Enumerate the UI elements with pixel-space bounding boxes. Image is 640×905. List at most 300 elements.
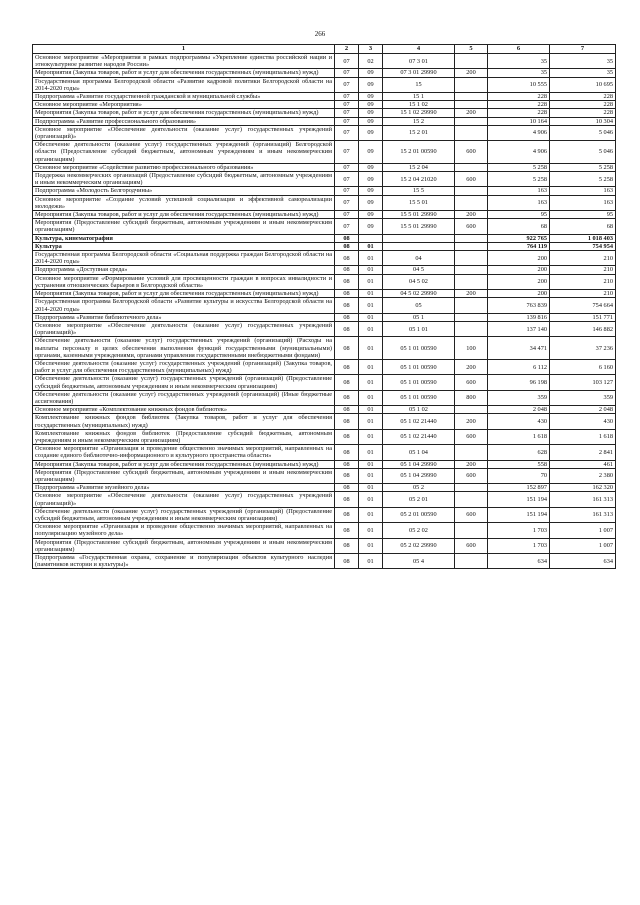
amount-year-1: 558	[488, 460, 550, 468]
column-header: 4	[383, 45, 455, 54]
amount-year-1: 200	[488, 290, 550, 298]
expense-type-code	[455, 163, 488, 171]
table-row	[33, 54, 616, 69]
target-article-code: 15 2 04 21020	[383, 172, 455, 187]
amount-year-1: 922 765	[488, 234, 550, 242]
section-code: 08	[335, 251, 359, 266]
target-article-code: 05 2 01	[383, 492, 455, 507]
amount-year-2: 5 258	[550, 163, 616, 171]
expense-type-code	[455, 77, 488, 92]
amount-year-2: 35	[550, 54, 616, 69]
section-code: 07	[335, 187, 359, 195]
target-article-code: 15 2 01 00590	[383, 141, 455, 164]
amount-year-1: 151 194	[488, 507, 550, 522]
expense-type-code: 200	[455, 359, 488, 374]
expense-type-code: 200	[455, 290, 488, 298]
row-name: Подпрограмма «Доступная среда»	[33, 266, 335, 274]
target-article-code: 05	[383, 298, 455, 313]
row-name: Обеспечение деятельности (оказание услуг) государственных учреждений (организаций) (Закупка товаров, работ и услуг для обеспечения государственных (муниципальных) нужд)	[33, 359, 335, 374]
subsection-code: 01	[359, 321, 383, 336]
row-name: Основное мероприятие «Обеспечение деятельности (оказание услуг) государственных учреждений (организаций)»	[33, 492, 335, 507]
expense-type-code	[455, 54, 488, 69]
subsection-code: 01	[359, 390, 383, 405]
section-code: 07	[335, 101, 359, 109]
section-code: 07	[335, 77, 359, 92]
subsection-code: 01	[359, 523, 383, 538]
subsection-code: 01	[359, 266, 383, 274]
expense-type-code: 200	[455, 109, 488, 117]
row-name: Основное мероприятие «Организация и проведение общественно значимых мероприятий, направленных на создание единого библиотечно-информационного и культурного пространства области»	[33, 445, 335, 460]
row-name: Основное мероприятие «Обеспечение деятельности (оказание услуг) государственных учреждений (организаций)»	[33, 125, 335, 140]
target-article-code: 07 3 01 29990	[383, 69, 455, 77]
subsection-code: 09	[359, 93, 383, 101]
expense-type-code	[455, 234, 488, 242]
subsection-code: 09	[359, 109, 383, 117]
amount-year-1: 68	[488, 219, 550, 234]
target-article-code: 05 1 01 00590	[383, 390, 455, 405]
row-name: Поддержка некоммерческих организаций (Предоставление субсидий бюджетным, автономным учреждениям и иным некоммерческим организациям)	[33, 172, 335, 187]
amount-year-2: 228	[550, 93, 616, 101]
row-name: Мероприятия (Закупка товаров, работ и услуг для обеспечения государственных (муниципальных) нужд)	[33, 211, 335, 219]
column-header: 1	[33, 45, 335, 54]
section-code: 08	[335, 554, 359, 569]
amount-year-1: 35	[488, 54, 550, 69]
row-name: Основное мероприятие «Организация и проведение общественно значимых мероприятий, направленных на популяризацию музейного дела»	[33, 523, 335, 538]
amount-year-1: 634	[488, 554, 550, 569]
table-row	[33, 492, 616, 507]
amount-year-1: 1 703	[488, 538, 550, 553]
section-code: 07	[335, 219, 359, 234]
table-row	[33, 93, 616, 101]
amount-year-1: 1 618	[488, 429, 550, 444]
amount-year-2: 228	[550, 101, 616, 109]
amount-year-2: 146 882	[550, 321, 616, 336]
subsection-code: 01	[359, 468, 383, 483]
section-code: 08	[335, 414, 359, 429]
target-article-code: 15 5 01	[383, 195, 455, 210]
amount-year-2: 163	[550, 195, 616, 210]
expense-type-code	[455, 298, 488, 313]
section-code: 07	[335, 54, 359, 69]
table-row	[33, 187, 616, 195]
subsection-code: 01	[359, 484, 383, 492]
amount-year-1: 228	[488, 101, 550, 109]
section-code: 08	[335, 313, 359, 321]
amount-year-1: 139 816	[488, 313, 550, 321]
amount-year-2: 151 771	[550, 313, 616, 321]
row-name: Мероприятия (Предоставление субсидий бюджетным, автономным учреждениям и иным некоммерческим организациям)	[33, 219, 335, 234]
amount-year-2: 210	[550, 274, 616, 289]
subsection-code: 01	[359, 274, 383, 289]
target-article-code: 05 2 01 00590	[383, 507, 455, 522]
subsection-code: 01	[359, 507, 383, 522]
subsection-code: 09	[359, 219, 383, 234]
expense-type-code: 600	[455, 172, 488, 187]
amount-year-1: 10 555	[488, 77, 550, 92]
amount-year-1: 6 112	[488, 359, 550, 374]
subsection-code: 09	[359, 77, 383, 92]
table-row	[33, 523, 616, 538]
amount-year-2: 2 380	[550, 468, 616, 483]
expense-type-code	[455, 187, 488, 195]
row-name: Государственная программа Белгородской области «Социальная поддержка граждан Белгородской области на 2014-2020 годы»	[33, 251, 335, 266]
section-code: 07	[335, 69, 359, 77]
target-article-code: 05 1 02 21440	[383, 429, 455, 444]
amount-year-2: 210	[550, 290, 616, 298]
subsection-code: 09	[359, 172, 383, 187]
amount-year-1: 764 119	[488, 242, 550, 250]
subsection-code: 09	[359, 125, 383, 140]
table-row	[33, 290, 616, 298]
amount-year-2: 228	[550, 109, 616, 117]
target-article-code: 05 1	[383, 313, 455, 321]
subsection-code: 09	[359, 211, 383, 219]
expense-type-code	[455, 523, 488, 538]
target-article-code: 05 1 02 21440	[383, 414, 455, 429]
row-name: Культура	[33, 242, 335, 250]
amount-year-2: 210	[550, 266, 616, 274]
subsection-code: 01	[359, 492, 383, 507]
row-name: Основное мероприятие «Обеспечение деятельности (оказание услуг) государственных учреждений (организаций)»	[33, 321, 335, 336]
subsection-code: 01	[359, 445, 383, 460]
section-code: 08	[335, 429, 359, 444]
amount-year-1: 152 897	[488, 484, 550, 492]
section-code: 07	[335, 93, 359, 101]
section-code: 08	[335, 390, 359, 405]
amount-year-2: 6 160	[550, 359, 616, 374]
expense-type-code	[455, 313, 488, 321]
subsection-code: 01	[359, 298, 383, 313]
table-row	[33, 390, 616, 405]
table-row	[33, 414, 616, 429]
amount-year-2: 37 236	[550, 337, 616, 360]
column-header: 7	[550, 45, 616, 54]
subsection-code: 09	[359, 187, 383, 195]
row-name: Комплектование книжных фондов библиотек (Предоставление субсидий бюджетным, автономным учреждениям и иным некоммерческим организациям)	[33, 429, 335, 444]
amount-year-2: 10 304	[550, 117, 616, 125]
amount-year-1: 137 140	[488, 321, 550, 336]
section-code: 08	[335, 406, 359, 414]
row-name: Подпрограмма «Развитие государственной гражданской и муниципальной службы»	[33, 93, 335, 101]
amount-year-1: 200	[488, 251, 550, 266]
target-article-code: 05 4	[383, 554, 455, 569]
row-name: Подпрограмма «Молодость Белгородчины»	[33, 187, 335, 195]
target-article-code: 15 1	[383, 93, 455, 101]
section-code: 08	[335, 538, 359, 553]
expense-type-code: 600	[455, 429, 488, 444]
target-article-code: 05 2 02 29990	[383, 538, 455, 553]
table-row	[33, 484, 616, 492]
expense-type-code	[455, 492, 488, 507]
table-row	[33, 538, 616, 553]
amount-year-2: 2 048	[550, 406, 616, 414]
amount-year-2: 754 664	[550, 298, 616, 313]
amount-year-1: 96 198	[488, 375, 550, 390]
subsection-code: 09	[359, 141, 383, 164]
amount-year-2: 634	[550, 554, 616, 569]
row-name: Подпрограмма «Развитие профессионального образования»	[33, 117, 335, 125]
amount-year-1: 763 839	[488, 298, 550, 313]
amount-year-1: 200	[488, 266, 550, 274]
table-row	[33, 337, 616, 360]
row-name: Основное мероприятие «Формирование условий для просвещенности граждан в вопросах инвалидности и устранения отношенческих барьеров в Белгородской области»	[33, 274, 335, 289]
amount-year-2: 5 046	[550, 141, 616, 164]
expense-type-code: 100	[455, 337, 488, 360]
target-article-code: 15 5	[383, 187, 455, 195]
section-code: 08	[335, 234, 359, 242]
amount-year-2: 430	[550, 414, 616, 429]
row-name: Подпрограмма «Развитие музейного дела»	[33, 484, 335, 492]
subsection-code: 01	[359, 406, 383, 414]
target-article-code: 05 1 01 00590	[383, 359, 455, 374]
target-article-code: 15 1 02 29990	[383, 109, 455, 117]
target-article-code: 05 1 04 29990	[383, 460, 455, 468]
row-name: Основное мероприятие «Создание условий успешной социализации и эффективной самореализации молодежи»	[33, 195, 335, 210]
subsection-code: 01	[359, 460, 383, 468]
table-row	[33, 242, 616, 250]
amount-year-1: 35	[488, 69, 550, 77]
row-name: Государственная программа Белгородской области «Развитие культуры и искусства Белгородской области на 2014-2020 годы»	[33, 298, 335, 313]
amount-year-2: 359	[550, 390, 616, 405]
amount-year-2: 1 618	[550, 429, 616, 444]
table-row	[33, 172, 616, 187]
amount-year-2: 1 018 403	[550, 234, 616, 242]
amount-year-2: 103 127	[550, 375, 616, 390]
row-name: Обеспечение деятельности (оказание услуг) государственных учреждений (организаций) (Предоставление субсидий бюджетным, автономным учреждениям и иным некоммерческим организациям)	[33, 375, 335, 390]
page-number: 266	[314, 30, 326, 38]
expense-type-code	[455, 274, 488, 289]
subsection-code	[359, 234, 383, 242]
amount-year-2: 1 007	[550, 538, 616, 553]
amount-year-1: 628	[488, 445, 550, 460]
row-name: Подпрограмма «Развитие библиотечного дела»	[33, 313, 335, 321]
amount-year-1: 430	[488, 414, 550, 429]
target-article-code: 15 5 01 29990	[383, 211, 455, 219]
amount-year-1: 228	[488, 93, 550, 101]
column-header: 2	[335, 45, 359, 54]
expense-type-code	[455, 321, 488, 336]
amount-year-1: 34 471	[488, 337, 550, 360]
section-code: 08	[335, 242, 359, 250]
target-article-code: 05 1 02	[383, 406, 455, 414]
table-row	[33, 445, 616, 460]
table-row	[33, 219, 616, 234]
amount-year-1: 95	[488, 211, 550, 219]
amount-year-1: 5 258	[488, 163, 550, 171]
target-article-code	[383, 234, 455, 242]
subsection-code: 01	[359, 290, 383, 298]
column-header: 3	[359, 45, 383, 54]
expense-type-code	[455, 242, 488, 250]
row-name: Мероприятия (Закупка товаров, работ и услуг для обеспечения государственных (муниципальных) нужд)	[33, 290, 335, 298]
table-row	[33, 313, 616, 321]
amount-year-1: 5 258	[488, 172, 550, 187]
section-code: 07	[335, 125, 359, 140]
subsection-code: 09	[359, 195, 383, 210]
table-row	[33, 375, 616, 390]
target-article-code: 07 3 01	[383, 54, 455, 69]
amount-year-1: 4 906	[488, 125, 550, 140]
target-article-code: 05 1 04	[383, 445, 455, 460]
budget-table	[32, 44, 616, 569]
expense-type-code: 600	[455, 375, 488, 390]
subsection-code: 01	[359, 414, 383, 429]
column-header: 5	[455, 45, 488, 54]
section-code: 07	[335, 172, 359, 187]
row-name: Основное мероприятие «Мероприятия в рамках подпрограммы «Укрепление единства российской нации и этнокультурное развитие народов России»	[33, 54, 335, 69]
row-name: Обеспечение деятельности (оказание услуг) государственных учреждений (организаций) (Иные бюджетные ассигнования)	[33, 390, 335, 405]
target-article-code: 05 1 01 00590	[383, 337, 455, 360]
section-code: 08	[335, 523, 359, 538]
row-name: Мероприятия (Предоставление субсидий бюджетным, автономным учреждениям и иным некоммерческим организациям)	[33, 468, 335, 483]
expense-type-code	[455, 251, 488, 266]
row-name: Подпрограмма «Государственная охрана, сохранение и популяризация объектов культурного наследия (памятников истории и культуры)»	[33, 554, 335, 569]
amount-year-2: 10 695	[550, 77, 616, 92]
target-article-code: 15 2	[383, 117, 455, 125]
amount-year-2: 163	[550, 187, 616, 195]
expense-type-code: 600	[455, 219, 488, 234]
amount-year-2: 161 313	[550, 492, 616, 507]
section-code: 07	[335, 141, 359, 164]
target-article-code: 04 5 02	[383, 274, 455, 289]
section-code: 08	[335, 274, 359, 289]
expense-type-code: 600	[455, 538, 488, 553]
section-code: 07	[335, 109, 359, 117]
amount-year-1: 1 703	[488, 523, 550, 538]
table-row	[33, 141, 616, 164]
amount-year-2: 210	[550, 251, 616, 266]
subsection-code: 01	[359, 359, 383, 374]
section-code: 08	[335, 321, 359, 336]
expense-type-code: 200	[455, 69, 488, 77]
table-row	[33, 406, 616, 414]
amount-year-1: 163	[488, 187, 550, 195]
section-code: 08	[335, 337, 359, 360]
section-code: 07	[335, 195, 359, 210]
table-row	[33, 266, 616, 274]
table-row	[33, 117, 616, 125]
table-row	[33, 251, 616, 266]
row-name: Основное мероприятие «Мероприятия»	[33, 101, 335, 109]
amount-year-2: 1 007	[550, 523, 616, 538]
table-row	[33, 195, 616, 210]
expense-type-code	[455, 484, 488, 492]
amount-year-2: 35	[550, 69, 616, 77]
section-code: 08	[335, 484, 359, 492]
table-row	[33, 101, 616, 109]
subsection-code: 09	[359, 117, 383, 125]
target-article-code	[383, 242, 455, 250]
expense-type-code	[455, 125, 488, 140]
expense-type-code: 800	[455, 390, 488, 405]
amount-year-1: 359	[488, 390, 550, 405]
subsection-code: 09	[359, 69, 383, 77]
table-row	[33, 298, 616, 313]
section-code: 08	[335, 460, 359, 468]
section-code: 08	[335, 375, 359, 390]
expense-type-code: 200	[455, 414, 488, 429]
section-code: 08	[335, 468, 359, 483]
table-row	[33, 359, 616, 374]
row-name: Мероприятия (Закупка товаров, работ и услуг для обеспечения государственных (муниципальных) нужд)	[33, 69, 335, 77]
column-header: 6	[488, 45, 550, 54]
amount-year-1: 151 194	[488, 492, 550, 507]
amount-year-1: 4 906	[488, 141, 550, 164]
section-code: 08	[335, 266, 359, 274]
target-article-code: 04	[383, 251, 455, 266]
target-article-code: 15 2 04	[383, 163, 455, 171]
expense-type-code	[455, 117, 488, 125]
target-article-code: 15 5 01 29990	[383, 219, 455, 234]
table-row	[33, 507, 616, 522]
row-name: Обеспечение деятельности (оказание услуг) государственных учреждений (организаций) Белгородской области (Предоставление субсидий бюджетным, автономным учреждениям и иным некоммерческим организациям)	[33, 141, 335, 164]
table-body	[33, 54, 616, 569]
row-name: Обеспечение деятельности (оказание услуг) государственных учреждений (организаций) (Предоставление субсидий бюджетным, автономным учреждениям и иным некоммерческим организациям)	[33, 507, 335, 522]
target-article-code: 05 1 01 00590	[383, 375, 455, 390]
table-row	[33, 460, 616, 468]
amount-year-2: 5 046	[550, 125, 616, 140]
section-code: 07	[335, 163, 359, 171]
table-row	[33, 211, 616, 219]
amount-year-2: 162 320	[550, 484, 616, 492]
section-code: 08	[335, 507, 359, 522]
section-code: 08	[335, 492, 359, 507]
row-name: Основное мероприятие «Содействие развитию профессионального образования»	[33, 163, 335, 171]
expense-type-code	[455, 445, 488, 460]
row-name: Мероприятия (Закупка товаров, работ и услуг для обеспечения государственных (муниципальных) нужд)	[33, 109, 335, 117]
row-name: Обеспечение деятельности (оказание услуг) государственных учреждений (организаций) (Расходы на выплаты персоналу в целях обеспечения выполнения функций государственными (муниципальными) органами, казенными учреждениями, органами управления государственными внебюджетными фондами)	[33, 337, 335, 360]
table-row	[33, 429, 616, 444]
row-name: Мероприятия (Закупка товаров, работ и услуг для обеспечения государственных (муниципальных) нужд)	[33, 460, 335, 468]
row-name: Культура, кинематография	[33, 234, 335, 242]
target-article-code: 04 5	[383, 266, 455, 274]
target-article-code: 05 1 04 29990	[383, 468, 455, 483]
amount-year-1: 2 048	[488, 406, 550, 414]
subsection-code: 01	[359, 251, 383, 266]
table-header-row	[33, 45, 616, 54]
section-code: 07	[335, 117, 359, 125]
table-row	[33, 109, 616, 117]
expense-type-code	[455, 406, 488, 414]
amount-year-2: 5 258	[550, 172, 616, 187]
expense-type-code: 600	[455, 141, 488, 164]
subsection-code: 01	[359, 538, 383, 553]
subsection-code: 01	[359, 429, 383, 444]
row-name: Основное мероприятие «Комплектование книжных фондов библиотек»	[33, 406, 335, 414]
subsection-code: 01	[359, 313, 383, 321]
section-code: 07	[335, 211, 359, 219]
table-row	[33, 125, 616, 140]
expense-type-code	[455, 101, 488, 109]
subsection-code: 09	[359, 163, 383, 171]
amount-year-1: 10 164	[488, 117, 550, 125]
target-article-code: 05 2 02	[383, 523, 455, 538]
amount-year-2: 2 841	[550, 445, 616, 460]
expense-type-code: 200	[455, 460, 488, 468]
table-row	[33, 234, 616, 242]
table-row	[33, 77, 616, 92]
table-row	[33, 468, 616, 483]
subsection-code: 09	[359, 101, 383, 109]
expense-type-code	[455, 93, 488, 101]
table-row	[33, 274, 616, 289]
amount-year-1: 163	[488, 195, 550, 210]
amount-year-2: 95	[550, 211, 616, 219]
expense-type-code	[455, 554, 488, 569]
row-name: Мероприятия (Предоставление субсидий бюджетным, автономным учреждениям и иным некоммерческим организациям)	[33, 538, 335, 553]
target-article-code: 05 2	[383, 484, 455, 492]
target-article-code: 04 5 02 29990	[383, 290, 455, 298]
